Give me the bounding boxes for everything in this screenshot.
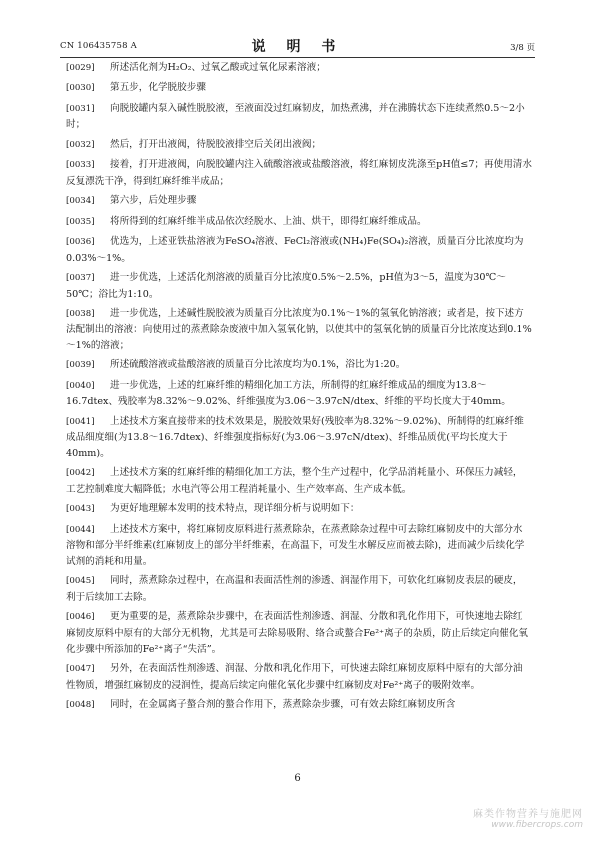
paragraph-text: 进一步优选，上述活化剂溶液的质量百分比浓度0.5%～2.5%，pH值为3～5，温度为30℃～50℃；浴比为1:10。 bbox=[66, 271, 506, 300]
paragraph-text: 进一步优选，上述碱性脱胶液为质量百分比浓度为0.1%～1%的氢氧化钠溶液；或者是，按下述方法配制出的溶液：向使用过的蒸煮除杂废液中加入氢氧化钠，以使其中的氢氧化钠的质量百分比浓度达到0.1%～1%的溶液； bbox=[66, 307, 532, 352]
paragraph-text: 所述硫酸溶液或盐酸溶液的质量百分比浓度均为0.1%，浴比为1:20。 bbox=[110, 359, 406, 371]
paragraph bbox=[66, 661, 532, 693]
paragraph-number: [0034] bbox=[66, 196, 95, 207]
paragraph-text: 向脱胶罐内泵入碱性脱胶液，至液面没过红麻韧皮，加热煮沸，并在沸腾状态下连续煮然0.5～2小时； bbox=[66, 102, 525, 131]
paragraph-number: [0043] bbox=[66, 504, 95, 515]
paragraph-text: 同时，在金属离子螯合剂的螯合作用下，蒸煮除杂步骤，可有效去除红麻韧皮所含 bbox=[110, 698, 456, 710]
paragraph bbox=[66, 414, 532, 462]
paragraph bbox=[66, 697, 532, 714]
paragraph-number: [0038] bbox=[66, 308, 95, 319]
paragraph-text: 所述活化剂为H₂O₂、过氧乙酸或过氧化尿素溶液； bbox=[110, 62, 326, 73]
paragraph-text: 上述技术方案的红麻纤维的精细化加工方法，整个生产过程中，化学品消耗量小、环保压力减轻，工艺控制难度大幅降低；水电汽等公用工程消耗量小、生产效率高、生产成本低。 bbox=[66, 467, 523, 496]
paragraph-text: 然后，打开出液阀，待脱胶液排空后关闭出液阀； bbox=[110, 138, 322, 150]
paragraph-number: [0040] bbox=[66, 380, 95, 391]
paragraph-number: [0048] bbox=[66, 699, 95, 710]
paragraph-number: [0032] bbox=[66, 139, 95, 150]
header-rule bbox=[60, 57, 535, 58]
paragraph-text: 将所得到的红麻纤维半成品依次经脱水、上油、烘干，即得红麻纤维成品。 bbox=[110, 215, 427, 227]
paragraph bbox=[66, 193, 532, 210]
paragraph-text: 优选为，上述亚铁盐溶液为FeSO₄溶液、FeCl₂溶液或(NH₄)Fe(SO₄)₂溶液，质量百分比浓度均为0.03%～1%。 bbox=[66, 235, 524, 264]
paragraph-text: 第五步，化学脱胶步骤 bbox=[110, 82, 206, 94]
paragraph bbox=[66, 357, 532, 374]
paragraph-number: [0031] bbox=[66, 103, 95, 114]
paragraph bbox=[66, 234, 532, 266]
paragraph-number: [0035] bbox=[66, 216, 95, 227]
paragraph bbox=[66, 522, 532, 570]
paragraph bbox=[66, 101, 532, 133]
page-header bbox=[60, 36, 535, 56]
paragraph-text: 第六步，后处理步骤 bbox=[110, 195, 197, 207]
paragraph bbox=[66, 378, 532, 410]
paragraph-text: 更为重要的是，蒸煮除杂步骤中，在表面活性剂渗透、润湿、分散和乳化作用下，可快速地去除红麻韧皮原料中原有的大部分无机物，尤其是可去除易吸附、络合或螯合Fe²⁺离子的杂质，防止后续定向催化氧化步骤中所添加的Fe²⁺离子“失活”。 bbox=[66, 611, 529, 655]
paragraph bbox=[66, 137, 532, 154]
paragraph-number: [0047] bbox=[66, 663, 95, 674]
paragraph-text: 上述技术方案直接带来的技术效果是，脱胶效果好(残胶率为8.32%～9.02%)、所制得的红麻纤维成品细度细(为13.8～16.7dtex)、纤维强度指标好(为3.06～3.97cN/dtex)、纤维品质优(平均长度大于40mm)。 bbox=[66, 415, 524, 460]
paragraph-number: [0044] bbox=[66, 524, 95, 535]
paragraph bbox=[66, 157, 532, 189]
paragraph bbox=[66, 80, 532, 97]
paragraph-text: 接着，打开进液阀，向脱胶罐内注入硫酸溶液或盐酸溶液，将红麻韧皮洗涤至pH值≤7；再使用清水反复漂洗干净，得到红麻纤维半成品； bbox=[66, 159, 532, 187]
paragraph bbox=[66, 270, 532, 302]
paragraph bbox=[66, 465, 532, 497]
paragraph-number: [0041] bbox=[66, 416, 95, 427]
paragraph bbox=[66, 573, 532, 605]
paragraph-number: [0046] bbox=[66, 612, 95, 623]
document-body bbox=[66, 60, 532, 714]
paragraph bbox=[66, 60, 532, 77]
paragraph bbox=[66, 501, 532, 518]
watermark-site-name: 麻类作物营养与施肥网 bbox=[473, 809, 583, 820]
paragraph-text: 上述技术方案中，将红麻韧皮原料进行蒸煮除杂，在蒸煮除杂过程中可去除红麻韧皮中的大部分水溶物和部分半纤维素(红麻韧皮上的部分半纤维素，在高温下，可发生水解反应而被去除)，进而减少后续化学试剂的消耗和用量。 bbox=[66, 523, 525, 567]
paragraph-text: 为更好地理解本发明的技术特点，现详细分析与说明如下： bbox=[110, 503, 360, 515]
paragraph-number: [0033] bbox=[66, 160, 95, 171]
page-number: 6 bbox=[294, 773, 301, 784]
watermark bbox=[473, 805, 583, 830]
paragraph-text: 同时，蒸煮除杂过程中，在高温和表面活性剂的渗透、润湿作用下，可软化红麻韧皮表层的硬皮，利于后续加工去除。 bbox=[66, 575, 523, 603]
paragraph-number: [0029] bbox=[66, 63, 95, 73]
watermark-url: www.fibercrops.com bbox=[491, 820, 583, 830]
paragraph-text: 另外，在表面活性剂渗透、润湿、分散和乳化作用下，可快速去除红麻韧皮原料中原有的大部分油性物质，增强红麻韧皮的浸润性，提高后续定向催化氧化步骤中红麻韧皮对Fe²⁺离子的吸附效率。 bbox=[66, 662, 523, 691]
page-fraction: 3/8 页 bbox=[510, 43, 535, 53]
document-title: 说 明 书 bbox=[251, 39, 344, 55]
paragraph-number: [0045] bbox=[66, 576, 95, 587]
paragraph-number: [0037] bbox=[66, 272, 95, 283]
paragraph-number: [0039] bbox=[66, 360, 95, 371]
paragraph-number: [0030] bbox=[66, 83, 95, 94]
paragraph bbox=[66, 214, 532, 231]
paragraph bbox=[66, 609, 532, 657]
paragraph-number: [0042] bbox=[66, 468, 95, 479]
publication-number: CN 106435758 A bbox=[60, 41, 137, 51]
paragraph-text: 进一步优选，上述的红麻纤维的精细化加工方法，所制得的红麻纤维成品的细度为13.8～16.7dtex、残胶率为8.32%～9.02%、纤维强度为3.06～3.97cN/dtex、纤维的平均长度大于40mm。 bbox=[66, 379, 511, 408]
paragraph-number: [0036] bbox=[66, 236, 95, 247]
paragraph bbox=[66, 306, 532, 354]
